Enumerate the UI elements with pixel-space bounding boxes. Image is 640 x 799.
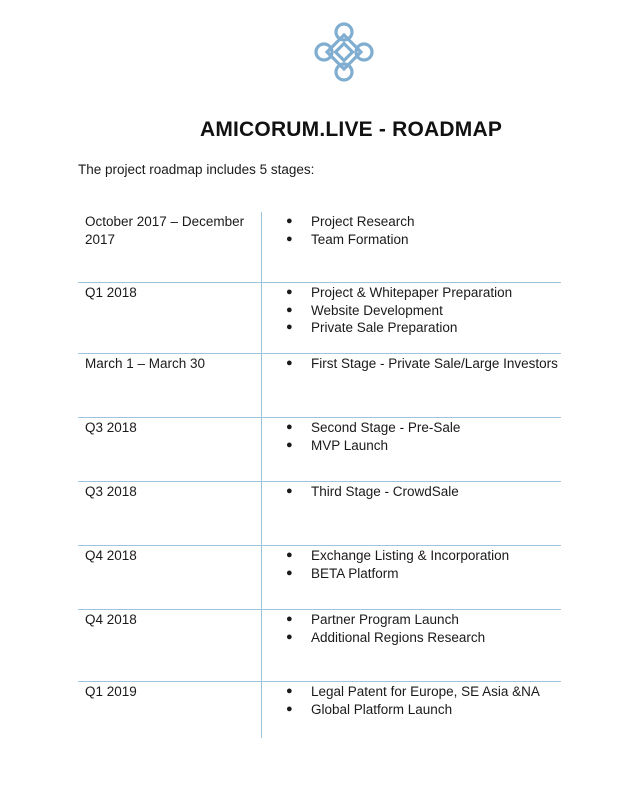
stage-items xyxy=(284,683,554,718)
page-title: AMICORUM.LIVE - ROADMAP xyxy=(199,118,503,141)
bullet-icon: ● xyxy=(286,357,293,369)
bullet-icon: ● xyxy=(286,630,293,643)
list-item: ● Project & Whitepaper Preparation xyxy=(286,285,513,300)
bullet-icon: ● xyxy=(286,232,293,245)
list-item: ● Project Research xyxy=(286,214,415,229)
stage-items xyxy=(284,284,554,337)
stage-date: Q4 2018 xyxy=(85,612,137,627)
bullet-icon: ● xyxy=(286,438,293,451)
stage-date: Q1 2019 xyxy=(85,684,137,699)
stage-items xyxy=(284,483,554,501)
stage-date: October 2017 – December 2017 xyxy=(85,214,245,247)
roadmap-table xyxy=(78,212,561,745)
intro-text: The project roadmap includes 5 stages: xyxy=(78,162,315,177)
stage-date: Q4 2018 xyxy=(85,548,137,563)
bullet-icon: ● xyxy=(286,303,293,316)
list-item: ● Global Platform Launch xyxy=(286,701,453,717)
list-item: ● BETA Platform xyxy=(286,565,399,581)
stage-items xyxy=(284,547,554,582)
stage-date: Q3 2018 xyxy=(85,420,137,435)
stage-items xyxy=(284,355,558,373)
knot-logo-icon xyxy=(312,20,376,84)
bullet-icon: ● xyxy=(286,286,293,298)
stage-date: Q3 2018 xyxy=(85,484,137,499)
table-row xyxy=(78,282,561,353)
table-row xyxy=(78,212,561,282)
bullet-icon: ● xyxy=(286,321,293,333)
bullet-icon: ● xyxy=(286,485,293,497)
list-item: ● Additional Regions Research xyxy=(286,629,486,645)
table-row xyxy=(78,481,561,545)
list-item: ● Private Sale Preparation xyxy=(286,320,458,335)
list-item: ● First Stage - Private Sale/Large Investors xyxy=(286,356,558,371)
list-item: ● Exchange Listing & Incorporation xyxy=(286,548,510,563)
table-row xyxy=(78,681,561,745)
list-item: ● Website Development xyxy=(286,302,443,318)
bullet-icon: ● xyxy=(286,549,293,561)
stage-items xyxy=(284,213,554,248)
bullet-icon: ● xyxy=(286,566,293,579)
bullet-icon: ● xyxy=(286,685,293,697)
table-row xyxy=(78,545,561,609)
list-item: ● Team Formation xyxy=(286,231,409,247)
bullet-icon: ● xyxy=(286,702,293,715)
stage-items xyxy=(284,419,554,454)
list-item: ● Partner Program Launch xyxy=(286,612,459,627)
list-item: ● Third Stage - CrowdSale xyxy=(286,484,459,499)
table-row xyxy=(78,417,561,481)
table-row xyxy=(78,353,561,417)
stage-date: Q1 2018 xyxy=(85,285,137,300)
list-item: ● Legal Patent for Europe, SE Asia &NA xyxy=(286,684,540,699)
list-item: ● Second Stage - Pre-Sale xyxy=(286,420,461,435)
bullet-icon: ● xyxy=(286,613,293,625)
table-row xyxy=(78,609,561,681)
stage-items xyxy=(284,611,554,646)
bullet-icon: ● xyxy=(286,215,293,227)
bullet-icon: ● xyxy=(286,421,293,433)
list-item: ● MVP Launch xyxy=(286,437,389,453)
stage-date: March 1 – March 30 xyxy=(85,356,206,371)
